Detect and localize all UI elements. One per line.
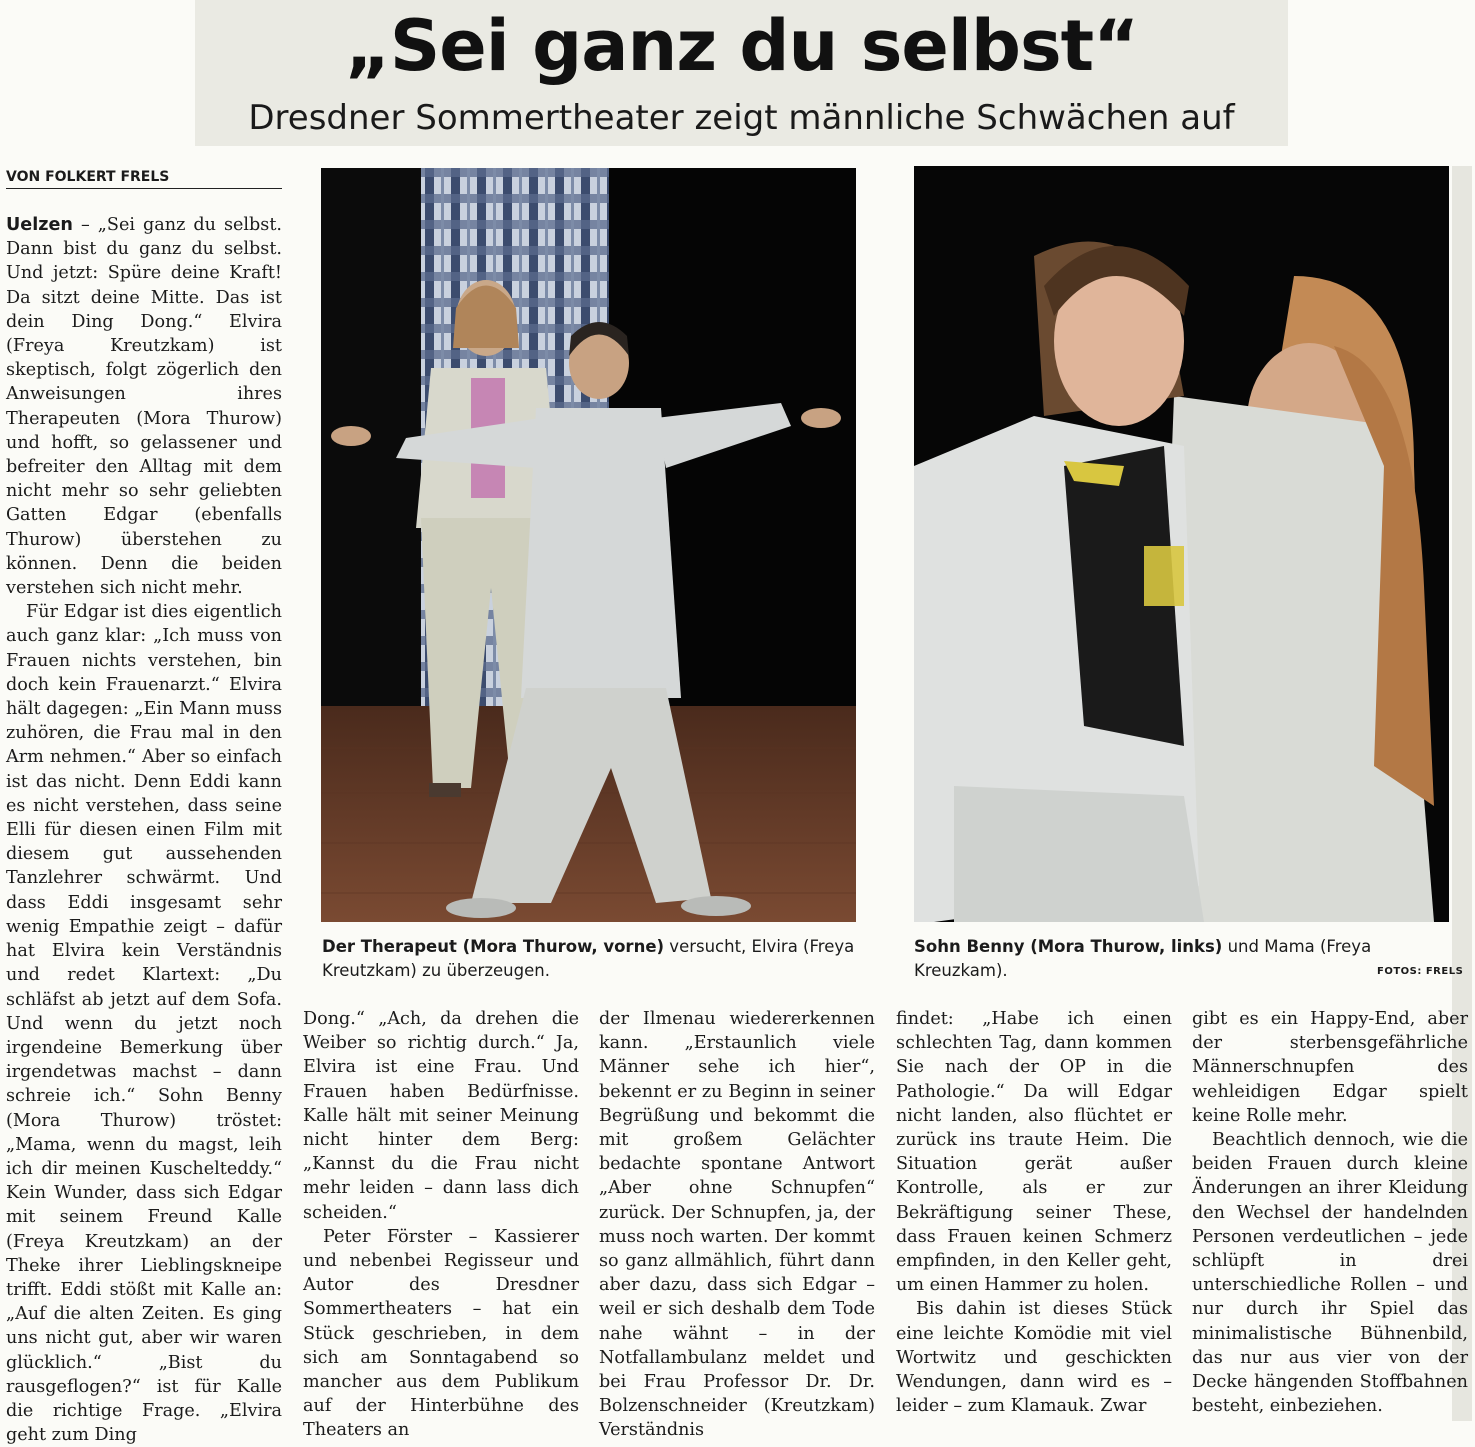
photo-caption-left: Der Therapeut (Mora Thurow, vorne) versucht, Elvira (Freya Kreutzkam) zu überzeugen.	[322, 937, 855, 980]
headline: „Sei ganz du selbst“	[344, 5, 1139, 87]
byline: VON FOLKERT FRELS	[6, 169, 282, 189]
paragraph: Dong.“ „Ach, da drehen die Weiber so richtig durch.“ Ja, Elvira ist eine Frau. Und Frauen haben Bedürfnisse. Kalle hält mit seiner Meinung nicht hinter dem Berg: „Kannst du die Frau nicht mehr leiden – dann lass dich scheiden.“	[303, 1009, 579, 1223]
article-column-3	[599, 1007, 875, 1443]
article-column-2	[303, 1007, 579, 1443]
paragraph: der Ilmenau wiedererkennen kann. „Erstaunlich viele Männer sehe ich hier“, bekennt er zu Beginn in seiner Begrüßung und bekommt die mit großem Gelächter bedachte spontane Antwort „Aber ohne Schnupfen“ zurück. Der Schnupfen, ja, der muss noch warten. Der kommt so ganz allmählich, führt dann aber dazu, dass sich Edgar – weil er sich deshalb dem Tode nahe wähnt – in der Notfallambulanz meldet und bei Frau Professor Dr. Dr. Bolzenschneider (Kreutzkam) Verständnis	[599, 1009, 875, 1441]
paragraph: Bis dahin ist dieses Stück eine leichte Komödie mit viel Wortwitz und geschickten Wendungen, dann wird es – leider – zum Klamauk. Zwar	[896, 1299, 1172, 1417]
dateline: Uelzen	[6, 215, 73, 235]
paragraph: Beachtlich dennoch, wie die beiden Frauen durch kleine Änderungen an ihrer Kleidung den Wechsel der handelnden Personen verdeutlichen – jede schlüpft in drei unterschiedliche Rollen – und nur durch ihr Spiel das minimalistische Bühnenbild, das nur aus vier von der Decke hängenden Stoffbahnen besteht, einbeziehen.	[1192, 1130, 1468, 1417]
paragraph: Peter Förster – Kassierer und nebenbei Regisseur und Autor des Dresdner Sommertheaters – hat ein Stück geschrieben, in dem sich am Sonntagabend so mancher aus dem Publikum auf der Hinterbühne des Theaters an	[303, 1226, 579, 1441]
photo-credit: FOTOS: FRELS	[1377, 966, 1464, 977]
article-column-1	[6, 213, 282, 1447]
subheadline: Dresdner Sommertheater zeigt männliche Schwächen auf	[248, 98, 1235, 138]
article-column-5	[1192, 1007, 1468, 1418]
paragraph: findet: „Habe ich einen schlechten Tag, dann kommen Sie nach der OP in die Pathologie.“ Da will Edgar nicht landen, also flüchtet er zurück ins traute Heim. Die Situation gerät außer Kontrolle, als er zur Bekräftigung seiner These, dass Frauen keinen Schmerz empfinden, in den Keller geht, um einen Hammer zu holen.	[896, 1009, 1172, 1296]
paragraph: Für Edgar ist dies eigentlich auch ganz klar: „Ich muss von Frauen nichts verstehen, bin doch kein Frauenarzt.“ Elvira hält dagegen: „Ein Mann muss zuhören, die Frau mal in den Arm nehmen.“ Aber so einfach ist das nicht. Denn Eddi kann es nicht verstehen, dass seine Elli für diesen einen Film mit diesem gut aussehenden Tanzlehrer schwärmt. Und dass Eddi insgesamt sehr wenig Empathie zeigt – dafür hat Elvira kein Verständnis und redet Klartext: „Du schläfst ab jetzt auf dem Sofa. Und wenn du jetzt noch irgendeine Bemerkung über irgendetwas machst – dann schreie ich.“ Sohn Benny (Mora Thurow) tröstet: „Mama, wenn du magst, leih ich dir meinen Kuschelteddy.“ Kein Wunder, dass sich Edgar mit seinem Freund Kalle (Freya Kreutzkam) an der Theke ihrer Lieblingskneipe trifft. Eddi stößt mit Kalle an: „Auf die alten Zeiten. Es ging uns nicht gut, aber wir waren glücklich.“ „Bist du rausgeflogen?“ ist für Kalle die richtige Frage. „Elvira geht zum Ding	[6, 602, 282, 1446]
article-column-4	[896, 1007, 1172, 1418]
stage-photo-left	[321, 168, 856, 922]
stage-photo-right	[914, 166, 1449, 922]
photo-son-and-mother	[914, 166, 1449, 922]
paragraph: Uelzen – „Sei ganz du selbst. Dann bist du ganz du selbst. Und jetzt: Spüre deine Kraft! Da sitzt deine Mitte. Das ist dein Ding Dong.“ Elvira (Freya Kreutzkam) ist skeptisch, folgt zögerlich den Anweisungen ihres Therapeuten (Mora Thurow) und hofft, so gelassener und befreiter den Alltag mit dem nicht mehr so sehr geliebten Gatten Edgar (ebenfalls Thurow) überstehen zu können. Denn die beiden verstehen sich nicht mehr.	[6, 215, 282, 599]
photo-caption-right: Sohn Benny (Mora Thurow, links) und Mama (Freya Kreuzkam).	[914, 937, 1372, 980]
paragraph: gibt es ein Happy-End, aber der sterbensgefährliche Männerschnupfen des wehleidigen Edgar spielt keine Rolle mehr.	[1192, 1009, 1468, 1126]
photo-therapist-scene	[321, 168, 856, 922]
